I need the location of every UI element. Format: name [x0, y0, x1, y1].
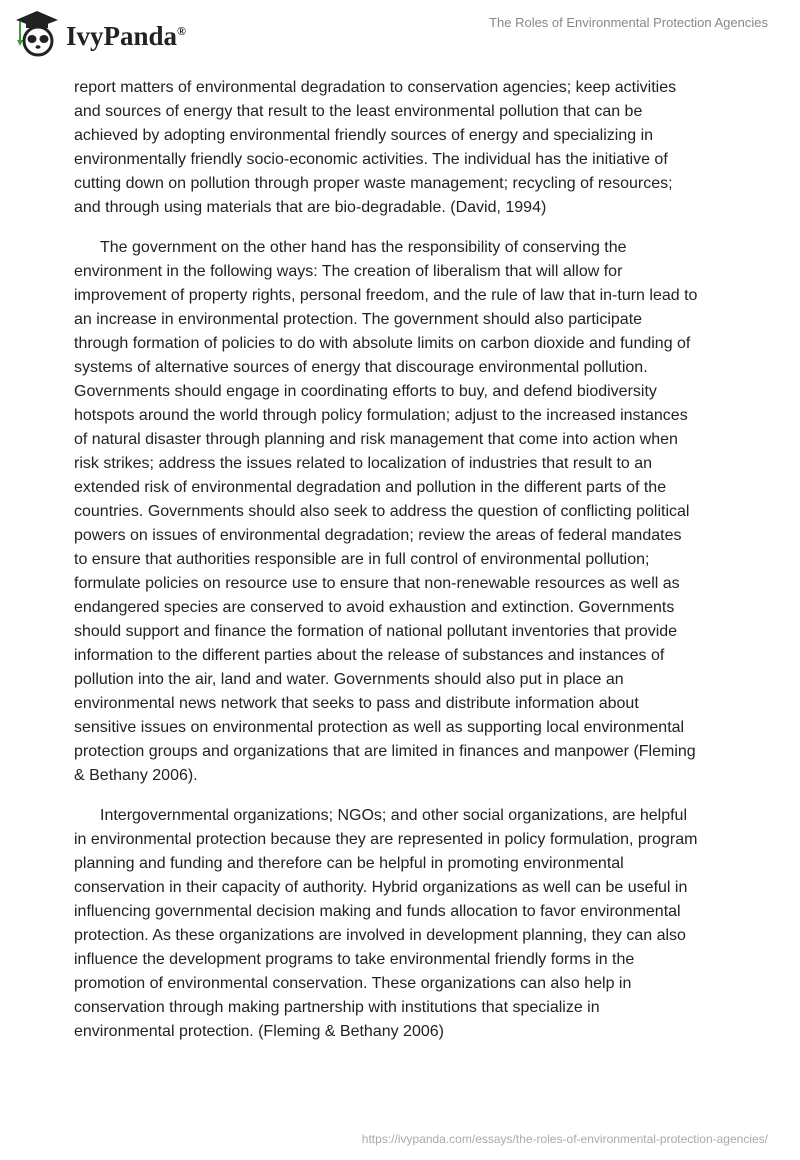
text-line: information to the different parties about the release of substances and instances of: [74, 647, 665, 664]
text-line: promotion of environmental conservation. These organizations can also help in: [74, 975, 632, 992]
text-line: environmental news network that seeks to pass and distribute information about: [74, 695, 639, 712]
text-line: environmental protection. (Fleming & Bethany 2006): [74, 1023, 444, 1040]
text-line: extended risk of environmental degradation and pollution in the different parts of the: [74, 479, 667, 496]
paragraph: [74, 804, 754, 1044]
text-line: and sources of energy that result to the least environmental pollution that can be: [74, 103, 643, 120]
text-line: Intergovernmental organizations; NGOs; and other social organizations, are helpful: [100, 807, 687, 824]
text-line: countries. Governments should also seek to address the question of conflicting political: [74, 503, 690, 520]
paragraph: [74, 76, 754, 220]
text-line: hotspots around the world through policy formulation; adjust to the increased instances: [74, 407, 688, 424]
text-line: conservation through making partnership with institutions that specialize in: [74, 999, 600, 1016]
brand-name: [66, 21, 186, 52]
paragraph: [74, 236, 754, 788]
text-line: powers on issues of environmental degradation; review the areas of federal mandates: [74, 527, 682, 544]
source-url[interactable]: https://ivypanda.com/essays/the-roles-of-environmental-protection-agencies/: [361, 1132, 768, 1146]
text-line: should support and finance the formation of national pollutant inventories that provide: [74, 623, 678, 640]
text-line: influence the development programs to take environmental friendly forms in the: [74, 951, 635, 968]
text-line: The government on the other hand has the responsibility of conserving the: [100, 239, 627, 256]
text-line: risk strikes; address the issues related to localization of industries that result to an: [74, 455, 653, 472]
text-line: an increase in environmental protection. The government should also participate: [74, 311, 643, 328]
text-line: systems of alternative sources of energy that discourage environmental pollution.: [74, 359, 648, 376]
text-line: Governments should engage in coordinating efforts to buy, and defend biodiversity: [74, 383, 657, 400]
text-line: protection groups and organizations that are limited in finances and manpower (Fleming: [74, 743, 696, 760]
registered-mark: ®: [177, 23, 187, 38]
logo[interactable]: [12, 8, 186, 58]
essay-body: [74, 76, 754, 1060]
document-title: The Roles of Environmental Protection Agencies: [489, 15, 768, 30]
text-line: achieved by adopting environmental friendly sources of energy and specializing in: [74, 127, 654, 144]
text-line: environmentally friendly socio-economic activities. The individual has the initiative of: [74, 151, 668, 168]
text-line: to ensure that authorities responsible are in full control of environmental pollution;: [74, 551, 650, 568]
text-line: endangered species are conserved to avoid exhaustion and extinction. Governments: [74, 599, 675, 616]
text-line: conservation in their capacity of authority. Hybrid organizations as well can be useful in: [74, 879, 688, 896]
text-line: influencing governmental decision making and funds allocation to favor environmental: [74, 903, 681, 920]
text-line: and through using materials that are bio-degradable. (David, 1994): [74, 199, 547, 216]
text-line: planning and funding and therefore can be helpful in promoting environmental: [74, 855, 624, 872]
text-line: report matters of environmental degradation to conservation agencies; keep activities: [74, 79, 677, 96]
text-line: in environmental protection because they are represented in policy formulation, program: [74, 831, 698, 848]
text-line: formulate policies on resource use to ensure that non-renewable resources as well as: [74, 575, 680, 592]
text-line: of natural disaster through planning and risk management that come into action when: [74, 431, 678, 448]
text-line: sensitive issues on environmental protection as well as supporting local environmental: [74, 719, 685, 736]
text-line: cutting down on pollution through proper waste management; recycling of resources;: [74, 175, 673, 192]
text-line: & Bethany 2006).: [74, 767, 198, 784]
text-line: protection. As these organizations are involved in development planning, they can also: [74, 927, 686, 944]
text-line: through formation of policies to do with absolute limits on carbon dioxide and funding of: [74, 335, 691, 352]
text-line: pollution into the air, land and water. Governments should also put in place an: [74, 671, 624, 688]
text-line: environment in the following ways: The creation of liberalism that will allow for: [74, 263, 623, 280]
text-line: improvement of property rights, personal freedom, and the rule of law that in-turn lead to: [74, 287, 698, 304]
brand-text: IvyPanda: [66, 20, 178, 51]
panda-logo-icon: [12, 8, 62, 58]
